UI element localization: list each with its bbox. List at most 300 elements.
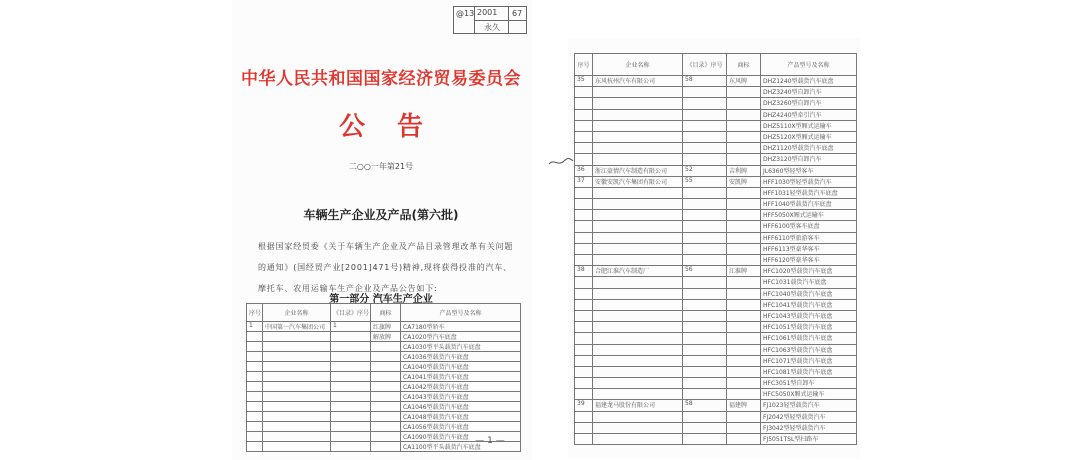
table-row: [575, 76, 857, 87]
table-cell: [263, 422, 331, 432]
table-row: [575, 411, 857, 422]
table-cell: [331, 362, 371, 372]
table-row: [247, 332, 521, 342]
table-cell: CA1030型平头载货汽车底盘: [401, 342, 521, 352]
table-cell: [575, 120, 593, 131]
notice-title: 公告: [338, 112, 455, 142]
column-header: 序号: [247, 304, 263, 322]
table-cell: [247, 382, 263, 392]
table-cell: [263, 352, 331, 362]
table-row: [575, 199, 857, 210]
table-cell: [727, 333, 761, 344]
table-cell: [593, 277, 683, 288]
table-cell: [575, 411, 593, 422]
table-cell: [263, 392, 331, 402]
table-cell: HFC1040型载货汽车底盘: [761, 288, 857, 299]
table-cell: FJ5051TSL型扫路车: [761, 434, 857, 445]
table-cell: [371, 362, 401, 372]
column-header: 产品型号及名称: [761, 54, 857, 76]
table-row: [247, 422, 521, 432]
table-cell: [575, 98, 593, 109]
table-cell: [683, 389, 727, 400]
table-row: [575, 176, 857, 187]
table-cell: [727, 434, 761, 445]
table-cell: [683, 310, 727, 321]
table-cell: HFF5050X厢式运输车: [761, 210, 857, 221]
table-cell: CA1020型汽车底盘: [401, 332, 521, 342]
table-cell: [331, 342, 371, 352]
table-cell: [263, 402, 331, 412]
table-cell: [263, 332, 331, 342]
pen-mark: [548, 156, 574, 168]
column-header: 商标: [727, 54, 761, 76]
table-cell: [263, 432, 331, 442]
table-cell: 福建牌: [727, 400, 761, 411]
table-cell: JL6360型轻型客车: [761, 165, 857, 176]
table-cell: [683, 98, 727, 109]
table-cell: [683, 366, 727, 377]
table-row: [247, 362, 521, 372]
table-cell: [247, 402, 263, 412]
table-cell: [727, 131, 761, 142]
table-cell: [331, 432, 371, 442]
table-cell: HFC1081型载货汽车底盘: [761, 366, 857, 377]
table-row: [247, 382, 521, 392]
table-cell: HFC1020型载货汽车底盘: [761, 266, 857, 277]
table-cell: [247, 422, 263, 432]
table-cell: [263, 442, 331, 452]
table-row: [575, 288, 857, 299]
table-cell: [371, 422, 401, 432]
table-row: [575, 109, 857, 120]
column-header: 企业名称: [263, 304, 331, 322]
table-cell: [331, 372, 371, 382]
table-row: [575, 422, 857, 433]
table-row: [575, 232, 857, 243]
table-cell: [575, 232, 593, 243]
table-cell: [247, 432, 263, 442]
table-cell: [593, 310, 683, 321]
table-cell: [371, 392, 401, 402]
table-cell: [371, 442, 401, 452]
table-cell: [575, 366, 593, 377]
table-row: [575, 187, 857, 198]
table-cell: [593, 422, 683, 433]
table-cell: CA1040型载货汽车底盘: [401, 362, 521, 372]
table-cell: [727, 344, 761, 355]
table-cell: [727, 87, 761, 98]
table-cell: [575, 87, 593, 98]
table-cell: [593, 143, 683, 154]
table-cell: [683, 120, 727, 131]
stamp-code: @13: [456, 9, 475, 18]
table-cell: [575, 322, 593, 333]
table-row: [575, 310, 857, 321]
table-cell: [727, 199, 761, 210]
table-cell: [247, 412, 263, 422]
table-cell: HFF6120型豪华客车: [761, 255, 857, 266]
table-cell: 江淮牌: [727, 266, 761, 277]
table-cell: [263, 382, 331, 392]
table-cell: HFC1063型载货汽车底盘: [761, 344, 857, 355]
table-cell: [247, 392, 263, 402]
table-row: [247, 352, 521, 362]
table-cell: HFC1031载货汽车底盘: [761, 277, 857, 288]
stamp-note: 永久: [484, 23, 500, 32]
table-cell: CA1090型载货汽车底盘: [401, 432, 521, 442]
table-cell: [683, 422, 727, 433]
table-cell: HFC1051型载货汽车底盘: [761, 322, 857, 333]
table-cell: [727, 389, 761, 400]
table-cell: [727, 232, 761, 243]
table-cell: [593, 322, 683, 333]
right-product-table: [574, 53, 857, 445]
table-cell: [683, 434, 727, 445]
table-cell: [247, 442, 263, 452]
table-cell: [371, 402, 401, 412]
table-cell: 浙江豪情汽车制造有限公司: [593, 165, 683, 176]
table-cell: [331, 442, 371, 452]
table-cell: [575, 143, 593, 154]
table-cell: HFC5050X厢式运输车: [761, 389, 857, 400]
table-row: [575, 120, 857, 131]
table-row: [575, 243, 857, 254]
table-cell: [727, 355, 761, 366]
document-subtitle: 车辆生产企业及产品(第六批): [303, 208, 459, 222]
table-cell: [371, 372, 401, 382]
table-cell: [593, 87, 683, 98]
table-cell: [247, 352, 263, 362]
table-cell: [683, 411, 727, 422]
table-cell: 东风牌: [727, 76, 761, 87]
table-cell: [575, 221, 593, 232]
table-cell: [593, 98, 683, 109]
table-cell: 解放牌: [371, 332, 401, 342]
table-cell: [575, 288, 593, 299]
table-cell: CA1043型载货汽车底盘: [401, 392, 521, 402]
table-cell: [593, 344, 683, 355]
table-row: [575, 400, 857, 411]
table-row: [575, 131, 857, 142]
table-cell: 52: [683, 165, 727, 176]
table-cell: [331, 352, 371, 362]
table-cell: HFF1040型载货汽车底盘: [761, 199, 857, 210]
table-cell: 36: [575, 165, 593, 176]
table-cell: [247, 332, 263, 342]
table-cell: [331, 382, 371, 392]
table-cell: HFF1031轻型载货汽车底盘: [761, 187, 857, 198]
table-cell: 35: [575, 76, 593, 87]
table-cell: [263, 372, 331, 382]
table-cell: DHZ3120型自卸汽车: [761, 154, 857, 165]
table-cell: [575, 187, 593, 198]
table-cell: 37: [575, 176, 593, 187]
table-cell: [683, 232, 727, 243]
table-cell: [331, 392, 371, 402]
table-cell: [575, 310, 593, 321]
table-row: [575, 344, 857, 355]
table-cell: HFC1043型载货汽车底盘: [761, 310, 857, 321]
table-cell: HFF1030型轻型载货汽车: [761, 176, 857, 187]
table-cell: [683, 131, 727, 142]
table-cell: [727, 210, 761, 221]
table-cell: [683, 221, 727, 232]
table-row: [575, 378, 857, 389]
table-cell: DHZ3240型自卸汽车: [761, 87, 857, 98]
table-cell: [331, 422, 371, 432]
organization-title: 中华人民共和国国家经济贸易委员会: [241, 69, 521, 89]
table-cell: [593, 243, 683, 254]
table-cell: [683, 299, 727, 310]
table-cell: [371, 412, 401, 422]
document-number: 二○○一年第21号: [348, 162, 414, 171]
table-cell: [247, 362, 263, 372]
table-cell: [727, 378, 761, 389]
table-cell: [727, 411, 761, 422]
table-header-row: [247, 304, 521, 322]
table-cell: [575, 277, 593, 288]
table-cell: FJ2042型轻型载货汽车: [761, 411, 857, 422]
stamp-page: 67: [512, 9, 523, 18]
table-header-row: [575, 54, 857, 76]
table-cell: [683, 87, 727, 98]
table-cell: [575, 422, 593, 433]
table-cell: [593, 232, 683, 243]
table-row: [575, 277, 857, 288]
table-cell: [727, 422, 761, 433]
table-cell: DHZ5120X型厢式运输车: [761, 131, 857, 142]
table-row: [247, 342, 521, 352]
table-cell: DHZ4240型牵引汽车: [761, 109, 857, 120]
table-cell: DHZ3260型自卸汽车: [761, 98, 857, 109]
table-cell: [683, 243, 727, 254]
table-cell: [727, 255, 761, 266]
table-cell: [727, 109, 761, 120]
table-row: [575, 154, 857, 165]
table-cell: [593, 434, 683, 445]
table-cell: CA7180型轿车: [401, 322, 521, 332]
column-header: 企业名称: [593, 54, 683, 76]
table-cell: 福建龙马股份有限公司: [593, 400, 683, 411]
table-cell: 安徽安凯汽车集团有限公司: [593, 176, 683, 187]
table-cell: [575, 355, 593, 366]
table-cell: [727, 154, 761, 165]
table-cell: CA1100型平头载货汽车底盘: [401, 442, 521, 452]
table-cell: CA1048型载货汽车底盘: [401, 412, 521, 422]
table-cell: [727, 98, 761, 109]
table-cell: [263, 362, 331, 372]
table-cell: 1: [247, 322, 263, 332]
table-cell: HFF6113型豪华客车: [761, 243, 857, 254]
table-cell: [575, 378, 593, 389]
table-row: [575, 143, 857, 154]
column-header: 《目录》序号: [683, 54, 727, 76]
table-cell: [727, 299, 761, 310]
table-cell: [727, 120, 761, 131]
table-cell: [593, 378, 683, 389]
table-cell: [683, 333, 727, 344]
table-cell: [593, 366, 683, 377]
table-cell: [263, 342, 331, 352]
table-cell: [593, 109, 683, 120]
table-cell: [683, 277, 727, 288]
table-row: [575, 333, 857, 344]
table-cell: [575, 243, 593, 254]
table-cell: [247, 342, 263, 352]
table-row: [575, 255, 857, 266]
table-cell: CA1056型载货汽车底盘: [401, 422, 521, 432]
table-cell: [593, 154, 683, 165]
table-cell: [683, 344, 727, 355]
table-cell: CA1046型载货汽车底盘: [401, 402, 521, 412]
table-row: [575, 87, 857, 98]
table-cell: 吉利牌: [727, 165, 761, 176]
table-cell: FJ3042型轻型载货汽车: [761, 422, 857, 433]
table-cell: [371, 382, 401, 392]
table-cell: [575, 344, 593, 355]
table-cell: 39: [575, 400, 593, 411]
column-header: 《目录》序号: [331, 304, 371, 322]
table-cell: [575, 199, 593, 210]
table-cell: 58: [683, 400, 727, 411]
table-cell: [727, 243, 761, 254]
table-cell: [263, 412, 331, 422]
left-product-table: [246, 303, 521, 452]
table-cell: [593, 299, 683, 310]
table-cell: 55: [683, 176, 727, 187]
table-cell: CA1036型载货汽车底盘: [401, 352, 521, 362]
table-cell: [593, 288, 683, 299]
table-row: [575, 98, 857, 109]
table-cell: [371, 342, 401, 352]
table-cell: [683, 322, 727, 333]
table-cell: [575, 210, 593, 221]
table-row: [247, 372, 521, 382]
table-cell: [593, 120, 683, 131]
table-cell: [593, 131, 683, 142]
part-title: 第一部分 汽车生产企业: [329, 294, 433, 305]
table-cell: 1: [331, 322, 371, 332]
table-row: [247, 392, 521, 402]
table-row: [575, 355, 857, 366]
archive-stamp: [453, 6, 527, 34]
table-cell: 合肥江淮汽车制造厂: [593, 266, 683, 277]
table-cell: DHZ5110X型厢式运输车: [761, 120, 857, 131]
table-cell: HFC3051型自卸车: [761, 378, 857, 389]
table-row: [575, 221, 857, 232]
page-number: — 1 —: [475, 436, 505, 446]
table-cell: [593, 333, 683, 344]
table-cell: HFC1061型载货汽车底盘: [761, 333, 857, 344]
table-cell: [371, 352, 401, 362]
table-cell: [727, 277, 761, 288]
table-cell: [683, 199, 727, 210]
table-cell: [727, 366, 761, 377]
table-cell: HFF6110型旅游客车: [761, 232, 857, 243]
table-cell: [575, 131, 593, 142]
table-cell: [593, 210, 683, 221]
table-row: [247, 412, 521, 422]
table-row: [575, 434, 857, 445]
intro-paragraph: 根据国家经贸委《关于车辆生产企业及产品目录管理改革有关问题的通知》(国经贸产业[2001]471号)精神,现将获得投准的汽车、摩托车、农用运输车生产企业及产品公告如下:: [258, 242, 514, 293]
table-cell: [593, 255, 683, 266]
table-row: [247, 322, 521, 332]
table-cell: [331, 412, 371, 422]
table-cell: [331, 332, 371, 342]
table-cell: 中国第一汽车集团公司: [263, 322, 331, 332]
column-header: 序号: [575, 54, 593, 76]
table-row: [575, 299, 857, 310]
table-cell: [247, 372, 263, 382]
table-cell: [575, 389, 593, 400]
table-cell: [683, 109, 727, 120]
table-cell: 红旗牌: [371, 322, 401, 332]
stamp-number: 2001: [477, 8, 498, 17]
table-cell: 58: [683, 76, 727, 87]
table-row: [575, 165, 857, 176]
column-header: 产品型号及名称: [401, 304, 521, 322]
table-cell: 安凯牌: [727, 176, 761, 187]
table-cell: [683, 288, 727, 299]
table-cell: FJ1023轻型载货汽车: [761, 400, 857, 411]
table-cell: CA1041型载货汽车底盘: [401, 372, 521, 382]
table-cell: [575, 109, 593, 120]
table-cell: 东风杭州汽车有限公司: [593, 76, 683, 87]
table-cell: [683, 154, 727, 165]
table-cell: 38: [575, 266, 593, 277]
table-cell: 56: [683, 266, 727, 277]
table-cell: [727, 322, 761, 333]
table-cell: [575, 299, 593, 310]
table-cell: [593, 389, 683, 400]
table-cell: CA1042型载货汽车底盘: [401, 382, 521, 392]
table-cell: [593, 411, 683, 422]
table-cell: [727, 221, 761, 232]
table-cell: [683, 355, 727, 366]
table-row: [247, 402, 521, 412]
table-cell: [727, 187, 761, 198]
table-cell: DHZ1120型载货汽车底盘: [761, 143, 857, 154]
table-cell: [683, 187, 727, 198]
table-cell: [683, 210, 727, 221]
table-cell: [727, 310, 761, 321]
table-cell: [683, 143, 727, 154]
table-row: [575, 389, 857, 400]
table-cell: [593, 221, 683, 232]
table-row: [575, 266, 857, 277]
table-cell: [593, 355, 683, 366]
table-cell: [593, 187, 683, 198]
table-cell: [575, 255, 593, 266]
table-cell: [727, 143, 761, 154]
table-cell: [727, 288, 761, 299]
table-row: [575, 322, 857, 333]
table-cell: [575, 154, 593, 165]
table-cell: HFC1041型载货汽车底盘: [761, 299, 857, 310]
table-row: [575, 366, 857, 377]
table-cell: [331, 402, 371, 412]
table-cell: [575, 434, 593, 445]
table-row: [575, 210, 857, 221]
table-cell: HFC1071型载货汽车底盘: [761, 355, 857, 366]
table-cell: [683, 255, 727, 266]
table-cell: HFF6100型客车底盘: [761, 221, 857, 232]
table-cell: DHZ1240型载货汽车底盘: [761, 76, 857, 87]
table-cell: [371, 432, 401, 442]
table-cell: [683, 378, 727, 389]
table-cell: [575, 333, 593, 344]
table-cell: [593, 199, 683, 210]
